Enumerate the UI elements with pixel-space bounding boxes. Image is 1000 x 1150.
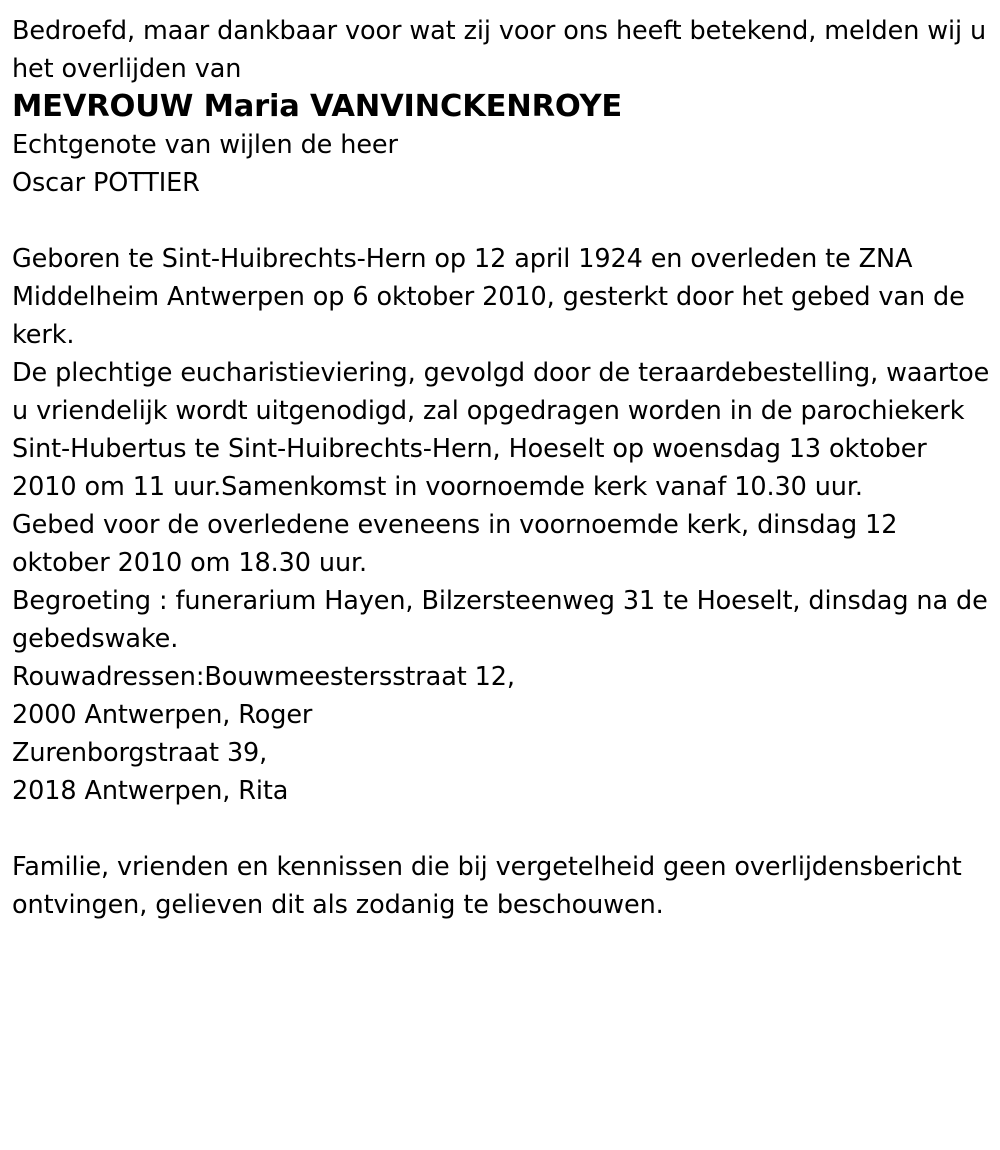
- intro-paragraph: Bedroefd, maar dankbaar voor wat zij voor ons heeft betekend, melden wij u het overlijden van: [12, 16, 987, 84]
- mourning-address-line: 2000 Antwerpen, Roger: [12, 700, 313, 730]
- mourning-address-line: Rouwadressen:Bouwmeestersstraat 12,: [12, 662, 515, 692]
- closing-paragraph: Familie, vrienden en kennissen die bij vergetelheid geen overlijdensbericht ontvingen, gelieven dit als zodanig te beschouwen.: [12, 852, 962, 920]
- mourning-address-line: Zurenborgstraat 39,: [12, 738, 268, 768]
- deceased-block: [12, 88, 994, 202]
- spouse-relation-line: Echtgenote van wijlen de heer: [12, 130, 398, 160]
- deceased-name-heading: MEVROUW Maria VANVINCKENROYE: [12, 89, 623, 124]
- life-details-paragraph: Geboren te Sint-Huibrechts-Hern op 12 april 1924 en overleden te ZNA Middelheim Antwerpen op 6 oktober 2010, gesterkt door het gebed van de kerk.: [12, 244, 965, 350]
- mourning-addresses-block: [12, 658, 994, 810]
- prayer-paragraph: Gebed voor de overledene eveneens in voornoemde kerk, dinsdag 12 oktober 2010 om 18.30 uur.: [12, 510, 898, 578]
- spouse-name-line: Oscar POTTIER: [12, 168, 200, 198]
- greeting-paragraph: Begroeting : funerarium Hayen, Bilzersteenweg 31 te Hoeselt, dinsdag na de gebedswake.: [12, 586, 988, 654]
- service-details-block: [12, 354, 994, 658]
- mourning-address-line: 2018 Antwerpen, Rita: [12, 776, 289, 806]
- ceremony-paragraph: De plechtige eucharistieviering, gevolgd door de teraardebestelling, waartoe u vriendelijk wordt uitgenodigd, zal opgedragen worden in de parochiekerk Sint-Hubertus te Sint-Huibrechts-Hern, Hoeselt op woensdag 13 oktober 2010 om 11 uur.Samenkomst in voornoemde kerk vanaf 10.30 uur.: [12, 358, 990, 502]
